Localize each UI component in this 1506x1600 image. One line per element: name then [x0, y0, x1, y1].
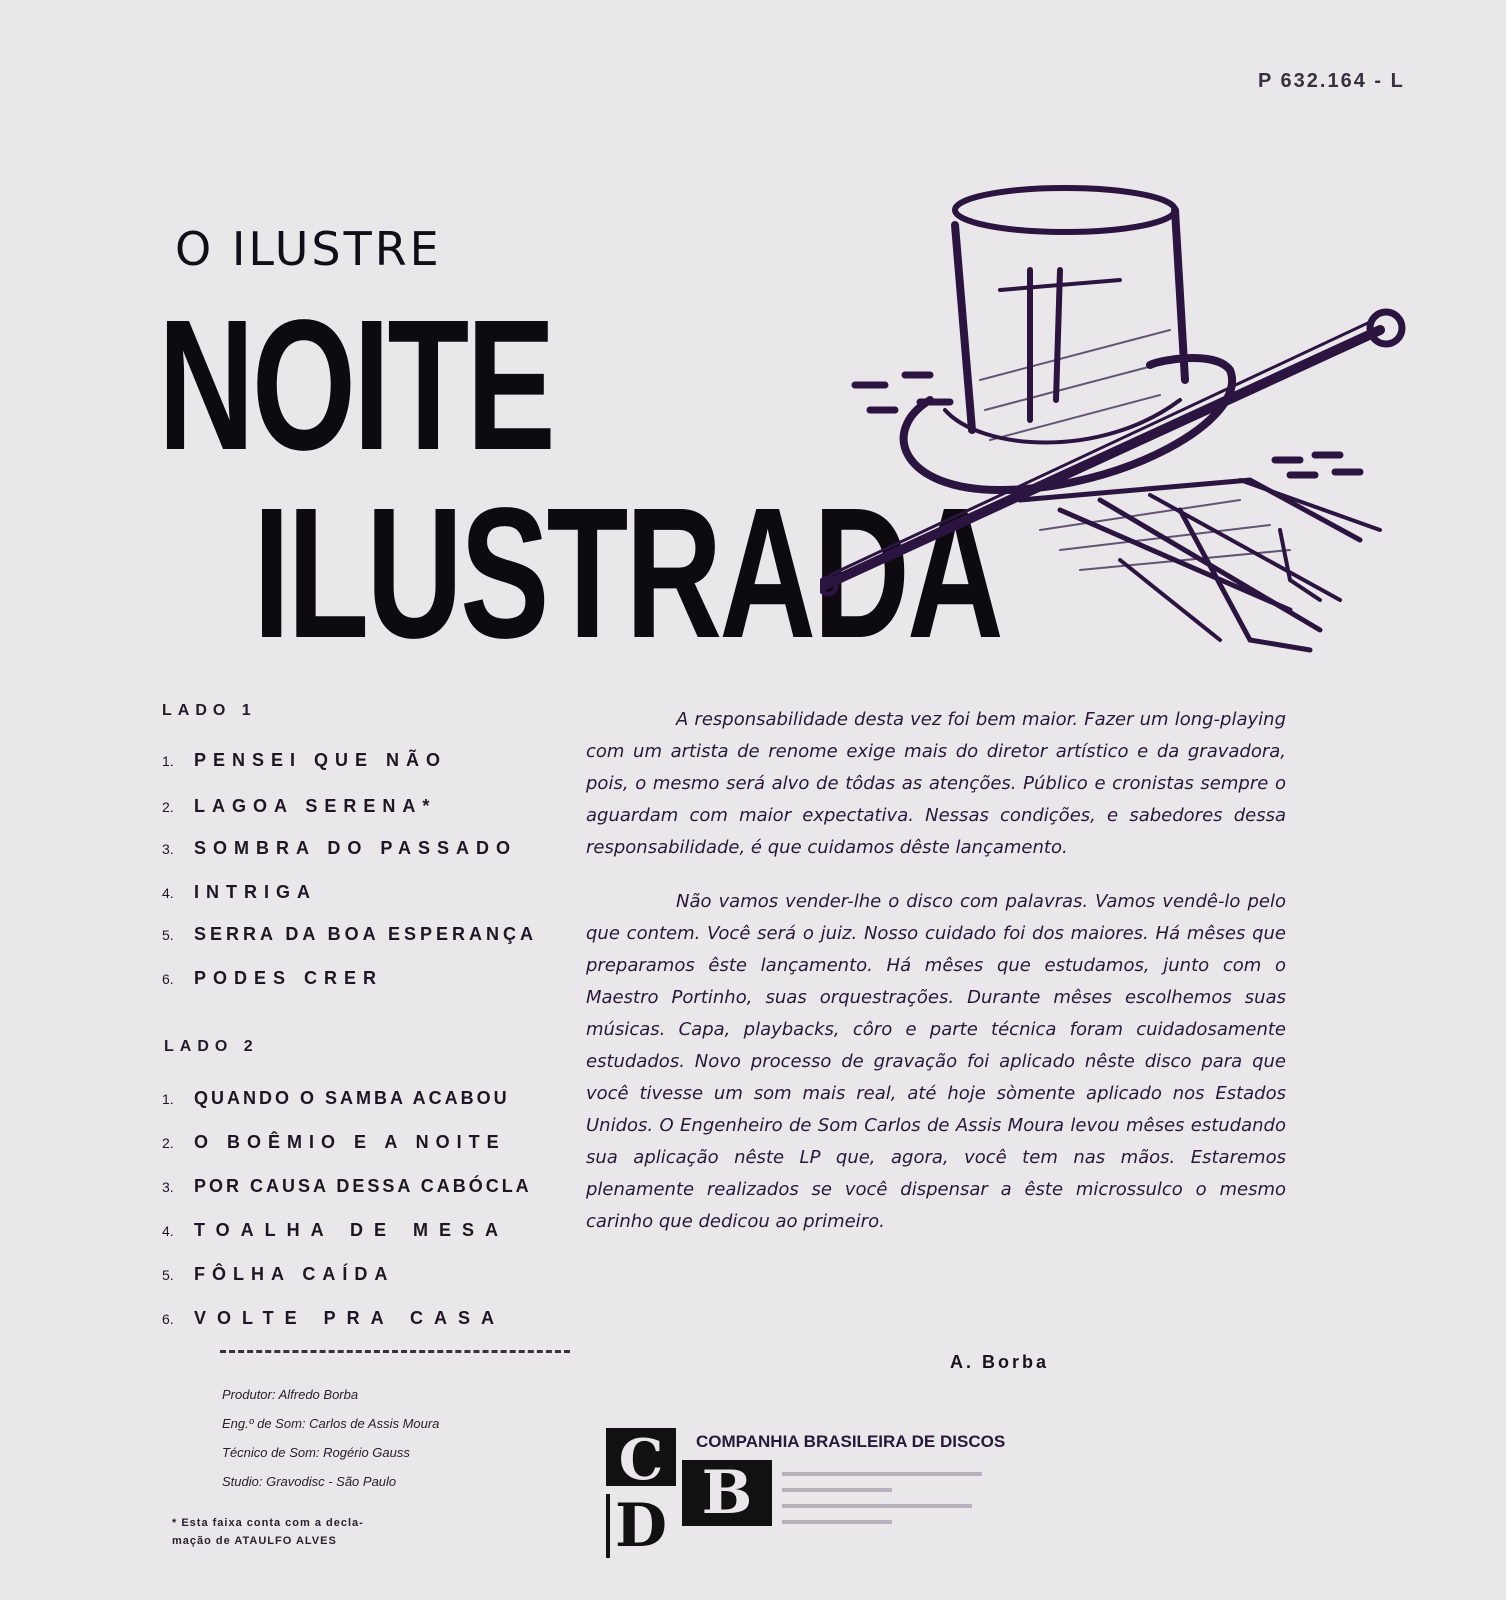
- track-list-item: 4. TOALHA DE MESA: [162, 1220, 510, 1240]
- fine-print-line: [782, 1504, 972, 1508]
- fine-print-line: [782, 1472, 982, 1476]
- top-hat-cane-illustration: [820, 180, 1440, 660]
- liner-notes: [586, 704, 1286, 1238]
- track-title: FÔLHA CAÍDA: [194, 1264, 395, 1284]
- track-title: VOLTE PRA CASA: [194, 1308, 506, 1328]
- track-title: PODES CRER: [194, 968, 384, 988]
- track-title: POR CAUSA DESSA CABÓCLA: [194, 1176, 532, 1196]
- track-list-item: 2. O BOÊMIO E A NOITE: [162, 1132, 506, 1152]
- track-list-item: 4. INTRIGA: [162, 882, 317, 902]
- album-subtitle: O ILUSTRE: [175, 222, 442, 276]
- credit-studio: Studio: Gravodisc - São Paulo: [222, 1474, 397, 1489]
- album-title-line1: NOITE: [158, 282, 553, 489]
- fine-print-line: [782, 1488, 892, 1492]
- track-title: INTRIGA: [194, 882, 317, 902]
- liner-notes-paragraph: A responsabilidade desta vez foi bem maior. Fazer um long-playing com um artista de renome exige mais do diretor artístico e da gravadora, pois, o mesmo será alvo de tôdas as atenções. Público e cronistas sempre o aguardam com maior expectativa. Nessas condições, e sabedores dessa responsabilidade, é que cuidamos dêste lançamento.: [586, 709, 1286, 858]
- track-title: SOMBRA DO PASSADO: [194, 838, 518, 858]
- credit-technician: Técnico de Som: Rogério Gauss: [222, 1445, 410, 1460]
- track-list-item: 3. SOMBRA DO PASSADO: [162, 838, 518, 858]
- footnote: [172, 1514, 364, 1550]
- divider: [220, 1350, 570, 1353]
- liner-notes-signature: A. Borba: [950, 1352, 1050, 1372]
- credit-engineer: Eng.º de Som: Carlos de Assis Moura: [222, 1416, 440, 1431]
- track-title: SERRA DA BOA ESPERANÇA: [194, 924, 538, 944]
- credit-producer: Produtor: Alfredo Borba: [222, 1387, 359, 1402]
- logo-letter: C: [618, 1427, 664, 1493]
- track-list-item: 6. VOLTE PRA CASA: [162, 1308, 506, 1328]
- liner-notes-paragraph: Não vamos vender-lhe o disco com palavras. Vamos vendê-lo pelo que contem. Você será o juiz. Nosso cuidado foi dos maiores. Há mêses que preparamos êste lançamento. Há mêses que estudamos, junto com o Maestro Portinho, suas orquestrações. Durante mêses escolhemos suas músicas. Capa, playbacks, côro e parte técnica foram cuidadosamente estudados. Novo processo de gravação foi aplicado nêste disco para que você tivesse um som mais real, até hoje sòmente aplicado nos Estados Unidos. O Engenheiro de Som Carlos de Assis Moura levou mêses estudando sua aplicação nêste LP que, agora, você tem nas mãos. Estaremos plenamente realizados se você dispensar a êste microssulco o mesmo carinho que dedicou ao primeiro.: [586, 891, 1286, 1232]
- track-list-item: 1. PENSEI QUE NÃO: [162, 750, 448, 770]
- logo-letter: B: [701, 1458, 753, 1528]
- logo-letter: D: [614, 1491, 668, 1561]
- track-list-item: 6. PODES CRER: [162, 968, 384, 988]
- track-list-item: 5. FÔLHA CAÍDA: [162, 1264, 395, 1284]
- track-title: O BOÊMIO E A NOITE: [194, 1132, 506, 1152]
- side-b-label: LADO 2: [164, 1038, 259, 1055]
- track-list-item: 3. POR CAUSA DESSA CABÓCLA: [162, 1176, 532, 1196]
- track-list-item: 5. SERRA DA BOA ESPERANÇA: [162, 924, 538, 944]
- track-list-item: 1. QUANDO O SAMBA ACABOU: [162, 1088, 510, 1108]
- credits: [222, 1380, 439, 1496]
- track-title: TOALHA DE MESA: [194, 1220, 510, 1240]
- catalog-number: P 632.164 - L: [1258, 70, 1405, 92]
- track-list-item: 2. LAGOA SERENA*: [162, 796, 437, 816]
- footnote-line: mação de ATAULFO ALVES: [172, 1535, 337, 1547]
- track-title: QUANDO O SAMBA ACABOU: [194, 1088, 510, 1108]
- side-a-label: LADO 1: [162, 702, 257, 719]
- footnote-line: * Esta faixa conta com a decla-: [172, 1517, 364, 1529]
- album-title-line2: ILUSTRADA: [253, 470, 1001, 677]
- track-title: LAGOA SERENA*: [194, 796, 437, 816]
- track-title: PENSEI QUE NÃO: [194, 750, 448, 770]
- company-name: COMPANHIA BRASILEIRA DE DISCOS: [696, 1432, 1006, 1451]
- fine-print-line: [782, 1520, 892, 1524]
